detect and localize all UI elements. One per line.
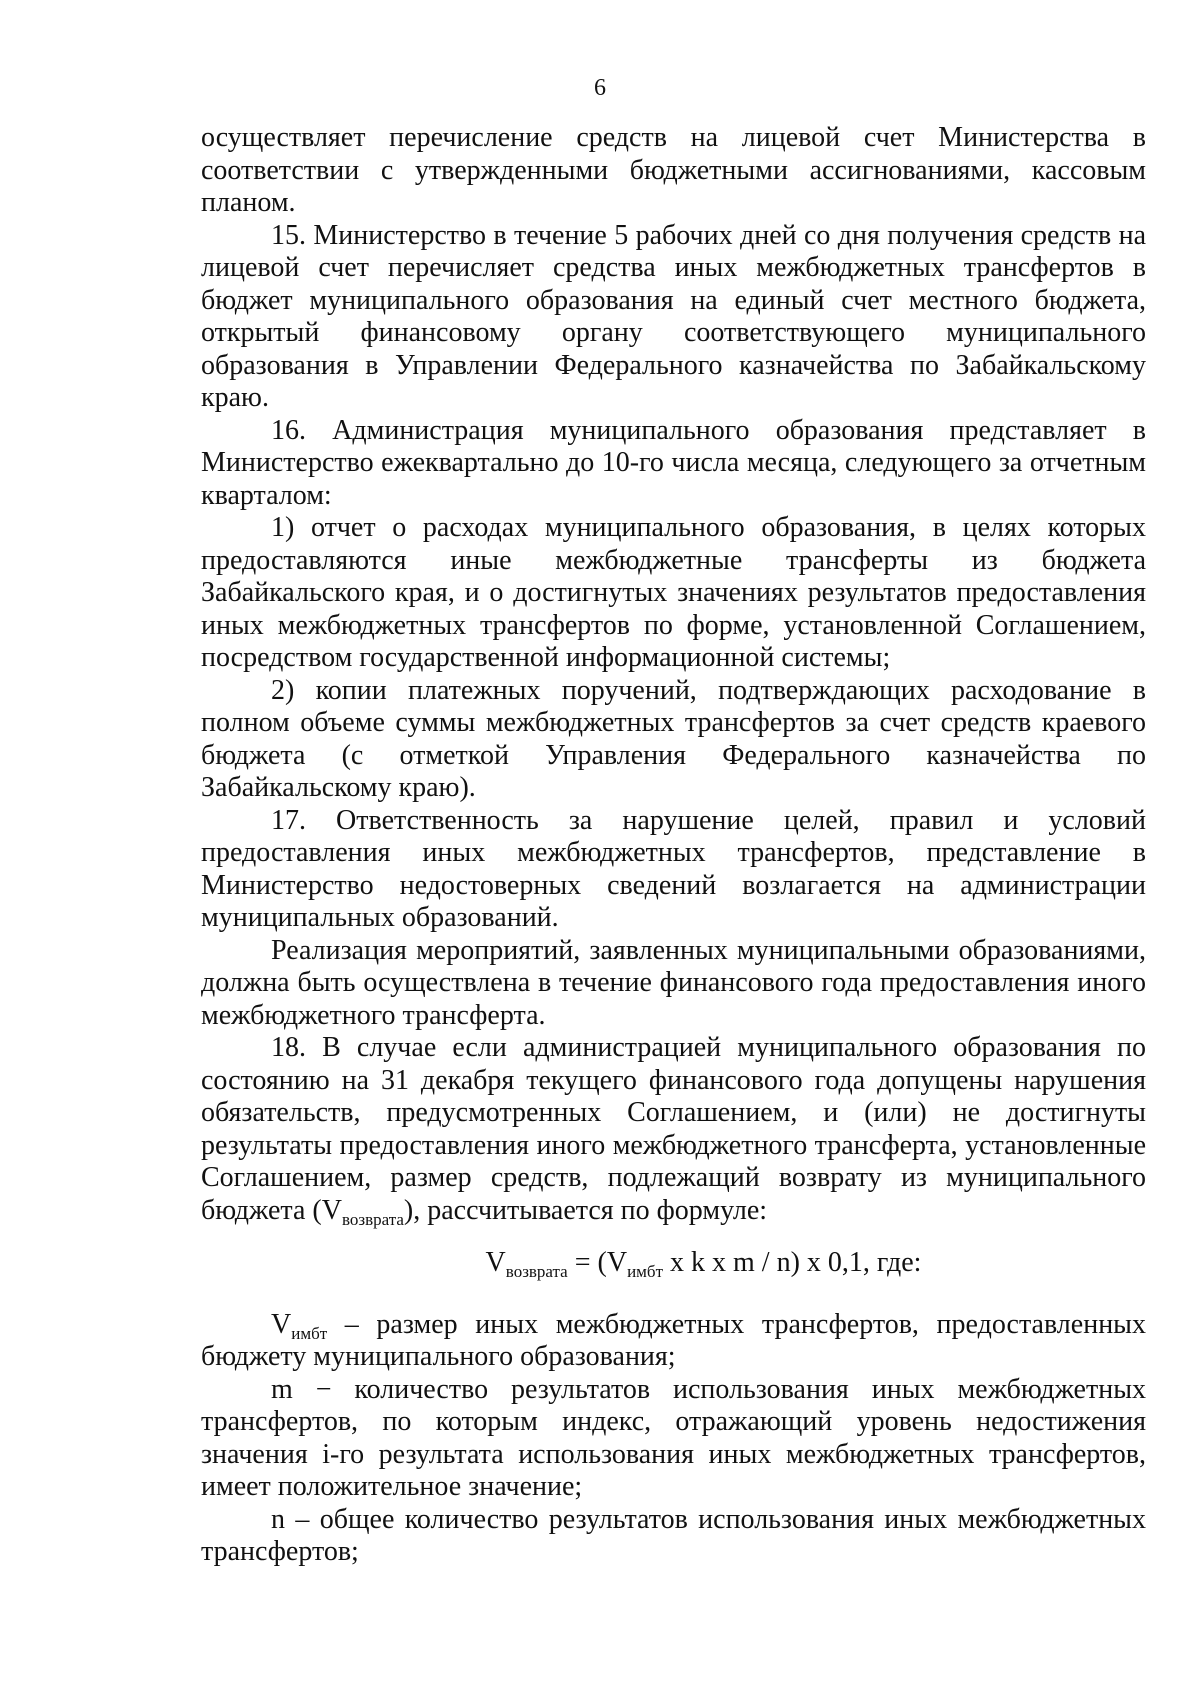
paragraph-16: 16. Администрация муниципального образования представляет в Министерство ежеквартально до 10-го числа месяца, следующего за отчетным кварталом: [201, 414, 1146, 511]
formula-sub-imbt: имбт [627, 1262, 664, 1281]
definition-text: – размер иных межбюджетных трансфертов, предоставленных бюджету муниципального образования; [201, 1308, 1146, 1372]
definition-symbol: m [271, 1373, 293, 1405]
paragraph-18 [201, 1032, 1146, 1227]
definition-v-imbt [201, 1309, 1146, 1374]
formula-tail: x k x m / n) x 0,1, где: [663, 1247, 922, 1278]
definition-text: – общее количество результатов использования иных межбюджетных трансфертов; [201, 1503, 1146, 1567]
paragraph-continuation: осуществляет перечисление средств на лицевой счет Министерства в соответствии с утвержденными бюджетными ассигнованиями, кассовым планом. [201, 122, 1146, 218]
definition-n [201, 1504, 1146, 1569]
definition-subscript: имбт [291, 1323, 328, 1343]
page-number: 6 [594, 75, 606, 101]
paragraph-16-item-2: 2) копии платежных поручений, подтверждающих расходование в полном объеме суммы межбюджетных трансфертов за счет средств краевого бюджета (с отметкой Управления Федерального казначейства по Забайкальскому краю). [201, 674, 1146, 803]
formula-sub-return: возврата [505, 1262, 568, 1281]
paragraph-18-text: 18. В случае если администрацией муниципального образования по состоянию на 31 декабря текущего финансового года допущены нарушения обязательств, предусмотренных Соглашением, и (или) не достигнуты результаты предоставления иного межбюджетного трансферта, установленные Соглашением, размер средств, подлежащий возврату из муниципального бюджета (V [201, 1032, 1146, 1226]
paragraph-16-item-1: 1) отчет о расходах муниципального образования, в целях которых предоставляются иные межбюджетные трансферты из бюджета Забайкальского края, и о достигнутых значениях результатов предоставления иных межбюджетных трансфертов по форме, установленной Соглашением, посредством государственной информационной системы; [201, 512, 1146, 673]
formula [201, 1247, 1146, 1280]
definition-text: − количество результатов использования иных межбюджетных трансфертов, по которым индекс, отражающий уровень недостижения значения i-го результата использования иных межбюджетных трансфертов, имеет положительное значение; [201, 1373, 1146, 1502]
definition-m [201, 1374, 1146, 1504]
paragraph-18-tail: ), рассчитывается по формуле: [403, 1194, 768, 1226]
document-body [201, 122, 1146, 1569]
formula-middle: = (V [567, 1247, 628, 1278]
paragraph-17-implementation: Реализация мероприятий, заявленных муниципальными образованиями, должна быть осуществлена в течение финансового года предоставления иного межбюджетного трансферта. [201, 934, 1146, 1031]
definition-symbol: V [271, 1308, 292, 1340]
paragraph-17: 17. Ответственность за нарушение целей, правил и условий предоставления иных межбюджетных трансфертов, представление в Министерство недостоверных сведений возлагается на администрации муниципальных образований. [201, 804, 1146, 933]
paragraph-15: 15. Министерство в течение 5 рабочих дней со дня получения средств на лицевой счет перечисляет средства иных межбюджетных трансфертов в бюджет муниципального образования на единый счет местного бюджета, открытый финансовому органу соответствующего муниципального образования в Управлении Федерального казначейства по Забайкальскому краю. [201, 219, 1146, 413]
formula-v: V [485, 1247, 506, 1278]
paragraph-18-subscript: возврата [341, 1209, 404, 1229]
definition-symbol: n [271, 1503, 285, 1535]
